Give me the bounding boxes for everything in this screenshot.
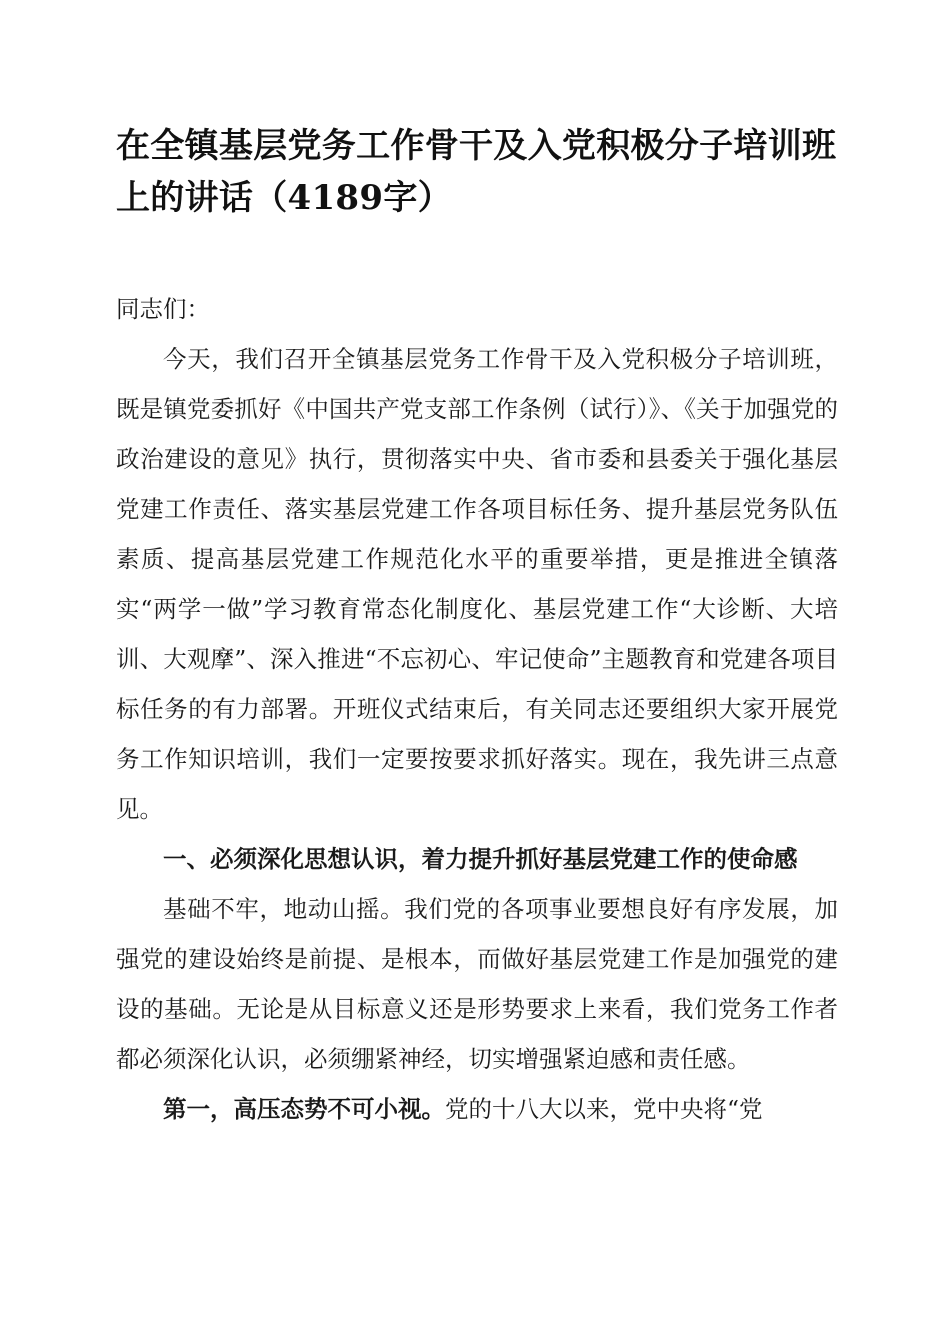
section-1-paragraph: 基础不牢，地动山摇。我们党的各项事业要想良好有序发展，加强党的建设始终是前提、是根本，而做好基层党建工作是加强党的建设的基础。无论是从目标意义还是形势要求上来看，我们党务工作者都必须深化认识，必须绷紧神经，切实增强紧迫感和责任感。 xyxy=(116,895,838,1073)
document-page xyxy=(116,120,838,1134)
point-1-paragraph xyxy=(116,1084,838,1134)
salutation: 同志们： xyxy=(116,295,210,323)
intro-paragraph: 今天，我们召开全镇基层党务工作骨干及入党积极分子培训班，既是镇党委抓好《中国共产党支部工作条例（试行）》、《关于加强党的政治建设的意见》执行，贯彻落实中央、省市委和县委关于强化基层党建工作责任、落实基层党建工作各项目标任务、提升基层党务队伍素质、提高基层党建工作规范化水平的重要举措，更是推进全镇落实“两学一做”学习教育常态化制度化、基层党建工作“大诊断、大培训、大观摩”、深入推进“不忘初心、牢记使命”主题教育和党建各项目标任务的有力部署。开班仪式结束后，有关同志还要组织大家开展党务工作知识培训，我们一定要按要求抓好落实。现在，我先讲三点意见。 xyxy=(116,345,838,823)
point-1-text: 党的十八大以来，党中央将“党 xyxy=(445,1095,763,1123)
document-title: 在全镇基层党务工作骨干及入党积极分子培训班上的讲话（4189字） xyxy=(116,126,837,218)
point-1-lead: 第一，高压态势不可小视。 xyxy=(163,1095,445,1123)
section-heading-1: 一、必须深化思想认识，着力提升抓好基层党建工作的使命感 xyxy=(163,845,798,873)
